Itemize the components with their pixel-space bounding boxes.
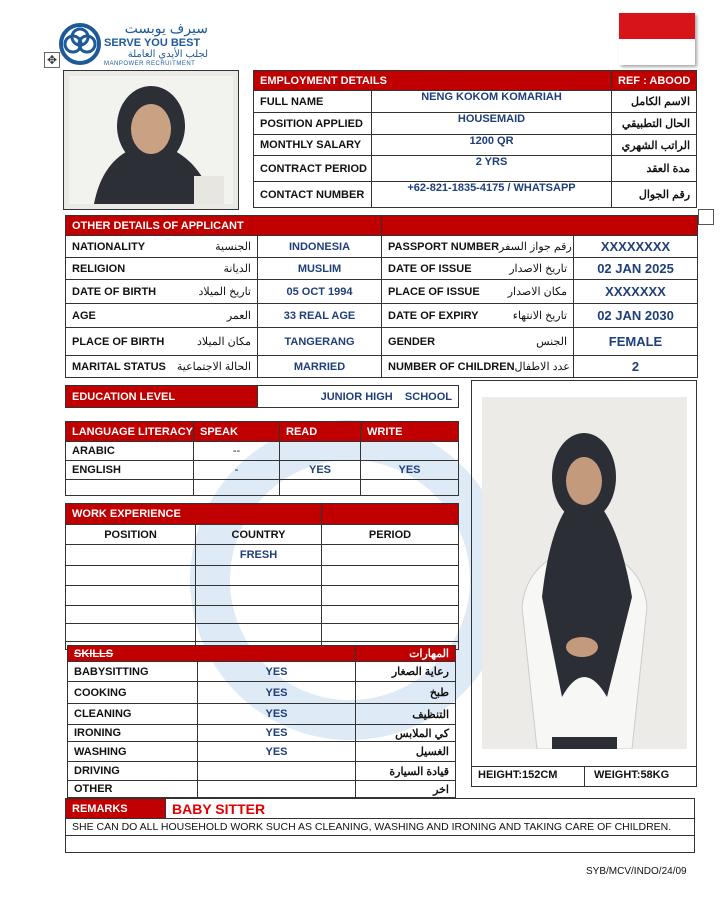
- other-arabic: تاريخ الميلاد: [198, 286, 251, 298]
- language-write: [361, 480, 459, 496]
- employment-value: HOUSEMAID: [372, 113, 612, 135]
- skill-row: [68, 742, 456, 762]
- skill-value: YES: [198, 662, 356, 682]
- skill-arabic: رعاية الصغار: [356, 662, 456, 682]
- other-row: [66, 258, 698, 280]
- employment-row: [254, 135, 697, 156]
- logo-emblem-icon: [58, 22, 102, 66]
- other-arabic: عدد الاطفال: [514, 361, 570, 373]
- full-body-figure-icon: [482, 397, 687, 749]
- employment-details-table: [253, 70, 697, 208]
- indonesia-flag: [619, 13, 695, 65]
- work-experience-table: [65, 503, 459, 650]
- other-label: GENDER: [388, 335, 436, 348]
- work-row: [66, 545, 459, 566]
- skill-label: CLEANING: [68, 704, 198, 725]
- other-arabic: العمر: [226, 310, 251, 322]
- footer-code: SYB/MCV/INDO/24/09: [586, 866, 687, 877]
- remarks-blank: [66, 836, 695, 853]
- language-header: LANGUAGE LITERACY: [66, 422, 194, 442]
- other-value: FEMALE: [574, 328, 698, 356]
- skill-label: IRONING: [68, 725, 198, 742]
- skill-arabic: كي الملابس: [356, 725, 456, 742]
- skill-row: [68, 725, 456, 742]
- other-arabic: تاريخ الانتهاء: [512, 310, 568, 322]
- work-column: PERIOD: [322, 525, 459, 545]
- other-label: DATE OF BIRTH: [72, 285, 157, 298]
- remarks-text: SHE CAN DO ALL HOUSEHOLD WORK SUCH AS CLEANING, WASHING AND IRONING AND TAKING CARE OF CHILDREN.: [66, 819, 695, 836]
- work-column: POSITION: [66, 525, 196, 545]
- skill-label: DRIVING: [68, 762, 198, 781]
- other-label: PLACE OF BIRTH: [72, 335, 165, 348]
- work-row: [66, 566, 459, 586]
- other-arabic: الجنسية: [215, 241, 251, 253]
- work-row: [66, 586, 459, 606]
- other-arabic: الحالة الاجتماعية: [176, 361, 251, 373]
- skill-value: YES: [198, 682, 356, 704]
- logo-name: SERVE YOU BEST: [104, 37, 201, 49]
- other-label: PASSPORT NUMBER: [388, 240, 500, 253]
- employment-row: [254, 182, 697, 208]
- full-body-photo: [482, 397, 687, 749]
- education-table: [65, 385, 459, 408]
- work-header: WORK EXPERIENCE: [66, 504, 322, 525]
- other-arabic: الديانة: [223, 263, 251, 275]
- language-row: [66, 442, 459, 461]
- employment-arabic: الحال التطبيقي: [612, 113, 697, 135]
- language-read: [280, 480, 361, 496]
- remarks-title: BABY SITTER: [166, 799, 695, 819]
- education-value: JUNIOR HIGH SCHOOL: [258, 386, 459, 408]
- skill-label: OTHER: [68, 781, 198, 798]
- employment-label: FULL NAME: [254, 91, 372, 113]
- language-write: [361, 442, 459, 461]
- other-arabic: مكان الميلاد: [196, 336, 251, 348]
- other-value: XXXXXXX: [574, 280, 698, 304]
- skill-label: BABYSITTING: [68, 662, 198, 682]
- skill-row: [68, 762, 456, 781]
- employment-row: [254, 156, 697, 182]
- work-country: FRESH: [196, 545, 322, 566]
- language-row: [66, 461, 459, 480]
- flag-red-band: [619, 13, 695, 39]
- skill-row: [68, 781, 456, 798]
- work-country: [196, 566, 322, 586]
- work-country: [196, 586, 322, 606]
- skills-table: [67, 645, 456, 798]
- work-period: [322, 566, 459, 586]
- other-row: [66, 356, 698, 378]
- other-arabic: الجنس: [536, 336, 568, 348]
- move-handle-icon[interactable]: ✥: [44, 52, 60, 68]
- language-read: [280, 442, 361, 461]
- work-period: [322, 586, 459, 606]
- other-value: INDONESIA: [258, 236, 382, 258]
- skill-row: [68, 704, 456, 725]
- skills-header-arabic: المهارات: [356, 646, 456, 662]
- other-value: 2: [574, 356, 698, 378]
- other-row: [66, 236, 698, 258]
- logo-arabic-sub: لجلب الأيدي العاملة: [127, 49, 208, 60]
- other-value: TANGERANG: [258, 328, 382, 356]
- language-name: [66, 480, 194, 496]
- work-row: [66, 606, 459, 624]
- ref-label: REF : ABOOD: [612, 71, 697, 91]
- employment-label: CONTACT NUMBER: [254, 182, 372, 208]
- work-position: [66, 545, 196, 566]
- other-label: NATIONALITY: [72, 240, 146, 253]
- work-period: [322, 624, 459, 642]
- other-details-header-blank: [382, 216, 698, 236]
- skill-value: [198, 781, 356, 798]
- employment-arabic: الراتب الشهري: [612, 135, 697, 156]
- other-value: MARRIED: [258, 356, 382, 378]
- employment-value: 1200 QR: [372, 135, 612, 156]
- other-label: DATE OF EXPIRY: [388, 309, 479, 322]
- other-details-table: [65, 215, 698, 378]
- full-body-photo-frame: [471, 380, 697, 787]
- other-arabic: رقم جواز السفر: [499, 241, 572, 253]
- skill-arabic: طبخ: [356, 682, 456, 704]
- employment-value: NENG KOKOM KOMARIAH: [372, 91, 612, 113]
- other-label: RELIGION: [72, 262, 126, 275]
- skill-arabic: قيادة السيارة: [356, 762, 456, 781]
- skill-value: YES: [198, 725, 356, 742]
- work-position: [66, 586, 196, 606]
- language-write: YES: [361, 461, 459, 480]
- other-value: 02 JAN 2030: [574, 304, 698, 328]
- language-header: WRITE: [361, 422, 459, 442]
- employment-arabic: رقم الجوال: [612, 182, 697, 208]
- other-label: DATE OF ISSUE: [388, 262, 472, 275]
- employment-label: MONTHLY SALARY: [254, 135, 372, 156]
- other-label: MARITAL STATUS: [72, 360, 166, 373]
- employment-label: POSITION APPLIED: [254, 113, 372, 135]
- side-checkbox[interactable]: [698, 209, 714, 225]
- employment-arabic: مدة العقد: [612, 156, 697, 182]
- language-row: [66, 480, 459, 496]
- education-label: EDUCATION LEVEL: [66, 386, 258, 408]
- language-read: YES: [280, 461, 361, 480]
- remarks-label: REMARKS: [66, 799, 166, 819]
- work-position: [66, 606, 196, 624]
- skill-arabic: اخر: [356, 781, 456, 798]
- other-details-header: OTHER DETAILS OF APPLICANT: [66, 216, 382, 236]
- language-table: [65, 421, 459, 496]
- other-row: [66, 328, 698, 356]
- other-value: 02 JAN 2025: [574, 258, 698, 280]
- other-row: [66, 304, 698, 328]
- other-row: [66, 280, 698, 304]
- language-header: READ: [280, 422, 361, 442]
- skill-row: [68, 662, 456, 682]
- work-country: [196, 606, 322, 624]
- employment-header: EMPLOYMENT DETAILS: [254, 71, 612, 91]
- other-value: MUSLIM: [258, 258, 382, 280]
- other-label: NUMBER OF CHILDREN: [388, 360, 515, 373]
- other-label: PLACE OF ISSUE: [388, 285, 480, 298]
- work-period: [322, 606, 459, 624]
- other-arabic: مكان الاصدار: [507, 286, 568, 298]
- skills-header: SKILLS: [68, 646, 356, 662]
- employment-value: +62-821-1835-4175 / WHATSAPP: [372, 182, 612, 208]
- work-row: [66, 624, 459, 642]
- remarks-table: [65, 798, 695, 853]
- other-arabic: تاريخ الاصدار: [509, 263, 568, 275]
- work-country: [196, 624, 322, 642]
- skill-row: [68, 682, 456, 704]
- work-column: COUNTRY: [196, 525, 322, 545]
- skill-label: COOKING: [68, 682, 198, 704]
- logo-arabic: سيرف يوبست: [124, 20, 208, 36]
- language-header: SPEAK: [194, 422, 280, 442]
- skill-label: WASHING: [68, 742, 198, 762]
- employment-row: [254, 91, 697, 113]
- skill-value: YES: [198, 742, 356, 762]
- work-header-blank: [322, 504, 459, 525]
- employment-row: [254, 113, 697, 135]
- photo-divider-vertical: [584, 766, 585, 787]
- skill-value: YES: [198, 704, 356, 725]
- employment-arabic: الاسم الكامل: [612, 91, 697, 113]
- language-speak: -: [194, 461, 280, 480]
- skill-value: [198, 762, 356, 781]
- work-position: [66, 566, 196, 586]
- weight-label: WEIGHT:58KG: [594, 769, 670, 781]
- other-value: 33 REAL AGE: [258, 304, 382, 328]
- skill-arabic: التنظيف: [356, 704, 456, 725]
- language-name: ENGLISH: [66, 461, 194, 480]
- language-speak: --: [194, 442, 280, 461]
- other-value: 05 OCT 1994: [258, 280, 382, 304]
- skill-arabic: الغسيل: [356, 742, 456, 762]
- logo-sub: MANPOWER RECRUITMENT: [104, 61, 196, 67]
- work-position: [66, 624, 196, 642]
- employment-label: CONTRACT PERIOD: [254, 156, 372, 182]
- language-name: ARABIC: [66, 442, 194, 461]
- language-speak: [194, 480, 280, 496]
- portrait-figure-icon: [64, 71, 238, 209]
- height-label: HEIGHT:152CM: [478, 769, 558, 781]
- company-logo: [58, 20, 208, 68]
- other-value: XXXXXXXX: [574, 236, 698, 258]
- flag-white-band: [619, 39, 695, 65]
- work-period: [322, 545, 459, 566]
- portrait-photo: [63, 70, 239, 210]
- other-label: AGE: [72, 309, 96, 322]
- employment-value: 2 YRS: [372, 156, 612, 182]
